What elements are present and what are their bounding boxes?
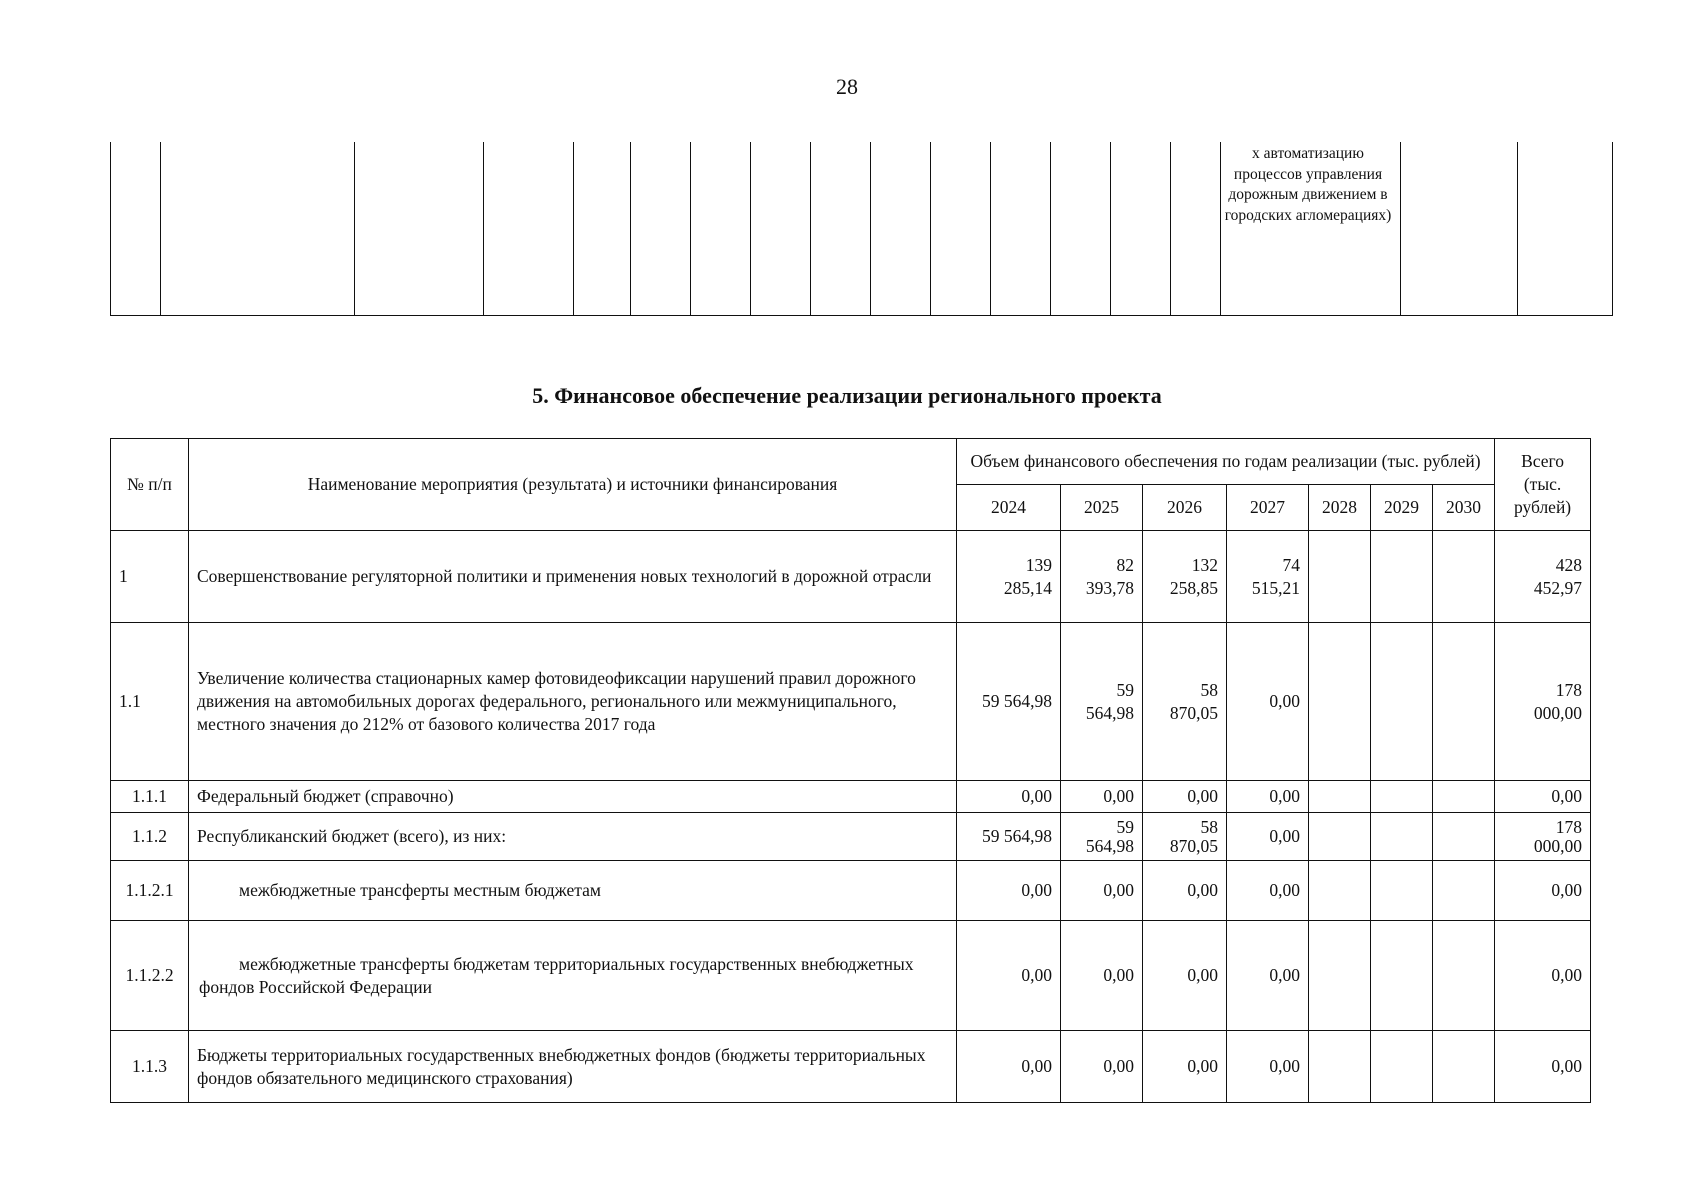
row-number: 1.1 (111, 623, 189, 781)
cell-2029 (1371, 813, 1433, 861)
cell-2027: 0,00 (1227, 921, 1309, 1031)
cell-2029 (1371, 781, 1433, 813)
row-name: межбюджетные трансферты местным бюджетам (189, 861, 957, 921)
table-divider (870, 142, 871, 315)
table-row (111, 623, 1591, 781)
cell-2024: 0,00 (957, 1031, 1061, 1103)
cell-2026: 0,00 (1143, 1031, 1227, 1103)
header-year: 2027 (1227, 485, 1309, 531)
cell-2027: 0,00 (1227, 623, 1309, 781)
row-name: Республиканский бюджет (всего), из них: (189, 813, 957, 861)
cell-2029 (1371, 623, 1433, 781)
table-divider (690, 142, 691, 315)
table-divider (354, 142, 355, 315)
header-year: 2025 (1061, 485, 1143, 531)
header-year: 2028 (1309, 485, 1371, 531)
table-row (111, 921, 1591, 1031)
cell-2028 (1309, 531, 1371, 623)
cell-2028 (1309, 861, 1371, 921)
row-number: 1.1.3 (111, 1031, 189, 1103)
table-row (111, 781, 1591, 813)
cell-2027: 0,00 (1227, 861, 1309, 921)
cell-2030 (1433, 781, 1495, 813)
cell-2029 (1371, 861, 1433, 921)
cell-2024: 0,00 (957, 781, 1061, 813)
cell-2027: 0,00 (1227, 813, 1309, 861)
table-row (111, 861, 1591, 921)
cell-2025: 0,00 (1061, 781, 1143, 813)
cell-2025: 59 564,98 (1061, 623, 1143, 781)
continuation-table (110, 142, 1613, 316)
row-number: 1.1.2.1 (111, 861, 189, 921)
cell-2029 (1371, 921, 1433, 1031)
cell-total: 0,00 (1495, 861, 1591, 921)
cell-2026: 0,00 (1143, 921, 1227, 1031)
table-divider (1612, 142, 1613, 315)
table-divider (930, 142, 931, 315)
cell-2026: 132 258,85 (1143, 531, 1227, 623)
cell-2027: 74 515,21 (1227, 531, 1309, 623)
table-divider (483, 142, 484, 315)
cell-2026: 58 870,05 (1143, 813, 1227, 861)
cell-2026: 0,00 (1143, 781, 1227, 813)
section-title: 5. Финансовое обеспечение реализации регионального проекта (532, 383, 1162, 408)
table-divider (990, 142, 991, 315)
header-year: 2030 (1433, 485, 1495, 531)
cell-2030 (1433, 623, 1495, 781)
cell-2024: 59 564,98 (957, 623, 1061, 781)
header-num: № п/п (111, 439, 189, 531)
cell-total: 0,00 (1495, 781, 1591, 813)
table-divider (1050, 142, 1051, 315)
cell-2029 (1371, 531, 1433, 623)
cell-2025: 0,00 (1061, 1031, 1143, 1103)
table-divider (573, 142, 574, 315)
cell-2025: 82 393,78 (1061, 531, 1143, 623)
cell-2030 (1433, 1031, 1495, 1103)
row-name: Совершенствование регуляторной политики и применения новых технологий в дорожной отрасли (189, 531, 957, 623)
table-divider (1110, 142, 1111, 315)
cell-2024: 0,00 (957, 921, 1061, 1031)
cell-2024: 139 285,14 (957, 531, 1061, 623)
cell-2025: 0,00 (1061, 861, 1143, 921)
row-name: Федеральный бюджет (справочно) (189, 781, 957, 813)
header-year: 2024 (957, 485, 1061, 531)
cell-2025: 59 564,98 (1061, 813, 1143, 861)
row-name: межбюджетные трансферты бюджетам территориальных государственных внебюджетных фондов Российской Федерации (189, 921, 957, 1031)
cell-total: 178 000,00 (1495, 813, 1591, 861)
row-name: Бюджеты территориальных государственных внебюджетных фондов (бюджеты территориальных фондов обязательного медицинского страхования) (189, 1031, 957, 1103)
table-row (111, 1031, 1591, 1103)
cell-2030 (1433, 813, 1495, 861)
cell-2030 (1433, 531, 1495, 623)
continuation-text: х автоматизацию процессов управления дорожным движением в городских агломерациях) (1224, 145, 1392, 224)
cell-2030 (1433, 861, 1495, 921)
header-year: 2029 (1371, 485, 1433, 531)
table-divider (160, 142, 161, 315)
header-volume: Объем финансового обеспечения по годам реализации (тыс. рублей) (957, 439, 1495, 485)
cell-2026: 0,00 (1143, 861, 1227, 921)
cell-2028 (1309, 1031, 1371, 1103)
table-divider (630, 142, 631, 315)
row-name: Увеличение количества стационарных камер фотовидеофиксации нарушений правил дорожного движения на автомобильных дорогах федерального, регионального или межмуниципального, местного значения до 212% от базового количества 2017 года (189, 623, 957, 781)
header-total: Всего (тыс. рублей) (1495, 439, 1591, 531)
row-number: 1 (111, 531, 189, 623)
table-divider (810, 142, 811, 315)
table-divider (750, 142, 751, 315)
cell-total: 428 452,97 (1495, 531, 1591, 623)
table-divider (1170, 142, 1171, 315)
cell-2025: 0,00 (1061, 921, 1143, 1031)
cell-total: 178 000,00 (1495, 623, 1591, 781)
cell-2026: 58 870,05 (1143, 623, 1227, 781)
page-number: 28 (836, 74, 858, 99)
cell-total: 0,00 (1495, 921, 1591, 1031)
cell-total: 0,00 (1495, 1031, 1591, 1103)
table-divider (1400, 142, 1401, 315)
row-number: 1.1.2.2 (111, 921, 189, 1031)
row-number: 1.1.2 (111, 813, 189, 861)
financing-table (110, 438, 1591, 1103)
cell-2028 (1309, 921, 1371, 1031)
cell-2028 (1309, 623, 1371, 781)
table-divider (110, 142, 111, 315)
cell-2027: 0,00 (1227, 781, 1309, 813)
table-row (111, 531, 1591, 623)
cell-2029 (1371, 1031, 1433, 1103)
row-number: 1.1.1 (111, 781, 189, 813)
cell-2024: 0,00 (957, 861, 1061, 921)
header-year: 2026 (1143, 485, 1227, 531)
cell-2028 (1309, 813, 1371, 861)
cell-2030 (1433, 921, 1495, 1031)
table-row (111, 813, 1591, 861)
table-divider (1517, 142, 1518, 315)
cell-2027: 0,00 (1227, 1031, 1309, 1103)
header-name: Наименование мероприятия (результата) и источники финансирования (189, 439, 957, 531)
cell-2024: 59 564,98 (957, 813, 1061, 861)
cell-2028 (1309, 781, 1371, 813)
